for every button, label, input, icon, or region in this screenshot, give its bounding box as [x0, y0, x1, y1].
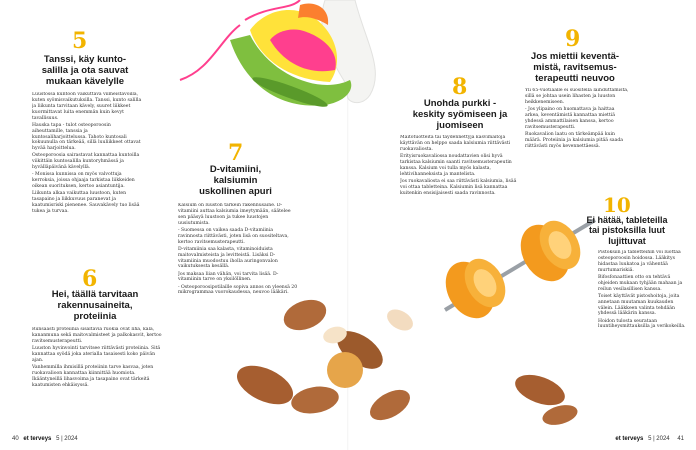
section-5-body	[32, 92, 142, 262]
section-5-heading-line: Tanssi, käy kunto-	[43, 54, 127, 65]
body-paragraph: Luustossa kuntoon vaikuttava viimeistavoilla, kuten syömisvaikutuksilla. Tanssi, kunto salilla ja liikunta tarvitaan kävely, suuret liikkeet kuormittavat luita enemmän kuin kevyt tavallisuus.	[32, 92, 142, 121]
body-paragraph: Jos ruokavaliosta ei saa riittävästi kalsiumia, lisää voi ottaa tabletteina. Kalsiumin lisä kannattaa kuitenkin ensisijaisesti saada ravinnosta.	[400, 178, 517, 196]
section-9-body	[525, 88, 630, 190]
magazine-name-left: et terveys	[23, 436, 52, 442]
page-number-right: 41	[677, 436, 684, 442]
body-paragraph: Erityisruokavaliossa noudattavien olisi hyvä tarkistaa kalsiumin saanti ravitsemusterapeutin kanssa. Kalsium voi tulla myös kalasta, lehtivihanneksista ja mantelista.	[400, 153, 512, 177]
section-8-body	[400, 135, 520, 215]
section-5-heading	[20, 55, 150, 88]
section-7-heading-line: uskollinen apuri	[199, 185, 272, 197]
section-6-heading-line: proteiinia	[73, 310, 117, 322]
section-8-number: 8	[452, 74, 468, 100]
body-paragraph: Liikunta alkaa vaikuttaa luustoon, kuten tasapaino ja liikkuvuus paranevat ja kaatumisriski pienenee. Sauvakävely tuo lisää tukea ja turvaa.	[32, 191, 140, 214]
section-9-number: 9	[565, 26, 581, 52]
sneaker-illustration	[150, 0, 390, 125]
section-8-heading	[400, 99, 520, 132]
section-10-body	[598, 250, 686, 405]
section-8-heading-line: Unohda purkki -	[423, 98, 497, 109]
almond-7	[540, 402, 579, 429]
body-paragraph: Toiset käyttävät pistoshoitoja, joita annetaan muutaman kuukauden välein. Lääkkeen valinta tehdään yhdessä lääkärin kanssa.	[598, 293, 680, 317]
section-7-heading-line: kalsiumin	[213, 174, 258, 186]
folio-left	[12, 436, 78, 442]
body-paragraph: Runsaasti proteiinia sisältäviä ruokia ovat liha, kala, kananmuna sekä maitovalmisteet ja palkokasvit, kertoo ravitsemusterapeutti.	[32, 327, 162, 344]
section-9-heading-line: Jos miettii keventä-	[530, 51, 620, 62]
section-5-heading-line: mukaan kävelylle	[45, 75, 125, 87]
body-paragraph: Pistoksiin ja tabletteihin voi luottaa osteoporoosin hoidossa. Lääkitys hidastaa luukatoa ja vähentää murtumariskiä.	[598, 250, 681, 273]
peach	[327, 352, 363, 388]
body-paragraph: Bifosfonaattien otto on tehtävä ohjeiden mukaan tyhjään mahaan ja reilun vesilasillisen kanssa.	[598, 274, 683, 292]
almonds-right-illustration	[505, 360, 585, 430]
body-paragraph: - Osteoporoosipotilaille sopiva annos on yleensä 20 mikrogrammaa vuorokaudessa, neuvoo lääkäri.	[178, 284, 298, 296]
body-paragraph: Maitotuotteita tai täydennettyjä kasvimaitoja käyttävän on helppo saada kalsiumia riittävästi ruokavaliosta.	[400, 135, 511, 152]
issue-left: 5 | 2024	[56, 436, 78, 442]
body-paragraph: Vanhemmilla ihmisillä proteiinin tarve kasvaa, joten ruokavalioon kannattaa kiinnittää huomiota. Ikääntyneillä lihasvoima ja tasapaino ovat tärkeitä kaatumisten ehkäisyssä.	[32, 364, 154, 388]
section-7-heading-line: D-vitamiini,	[209, 164, 262, 175]
body-paragraph: Luuston hyvinvointi tarvitsee riittävästi proteiinia. Sitä kannattaa syödä joka aterialla tasaisesti koko päivän ajan.	[32, 345, 161, 363]
body-paragraph: Hauska tapa - tulot osteoporoosin aiheuttamille, tanssia ja kuntosaliharjoittelussa. Tahoto kuntosali kokuunulla on tärkeää, sillä luuliikkeet ottavat hyvää harjoittelua.	[32, 122, 141, 152]
orange-weight-left	[436, 251, 514, 326]
almond-2	[231, 358, 299, 412]
section-5-heading-line: salilla ja ota sauvat	[41, 64, 129, 76]
almond-5	[365, 384, 415, 427]
section-10-heading-line: Ei hätää, tableteilla	[586, 215, 668, 225]
almond-blanched	[383, 305, 416, 335]
folio-right	[612, 436, 684, 442]
section-8-heading-line: keskity syömiseen ja	[412, 108, 508, 120]
body-paragraph: Osteoporoosia sairastavat kannattaa kuntoilla viikittäin kuntosalilla kuntoryhmässä ja hyvälläpäivänä kävelyllä.	[32, 153, 140, 171]
section-7-body	[178, 203, 298, 343]
section-10-heading-line: lujittuvat	[608, 235, 646, 246]
section-7-number: 7	[228, 140, 244, 166]
almond-6	[511, 369, 569, 411]
section-8-heading-line: juomiseen	[436, 119, 484, 131]
section-9-heading	[520, 52, 630, 85]
section-9-heading-line: mistä, ravitsemus-	[533, 61, 617, 73]
body-paragraph: D-vitamiinia saa kalasta, vitaminoiduista maitovalmisteista ja levitteistä. Lisäksi D-vitamiinia muodostuu iholla auringonvalon vaikutuksesta kesällä.	[178, 246, 278, 270]
section-7-heading	[178, 165, 293, 198]
section-6-heading-line: rakennusaineita,	[57, 299, 133, 311]
section-10-number: 10	[603, 193, 631, 217]
body-paragraph: Kalsium on luuston tärkein rakennusaine. D-vitamiini auttaa kalsiumia imeytymään, säätelee sen pääsyä luustoon ja tukee luustojen uusiutumista.	[178, 203, 291, 226]
section-10-heading-line: tai pistoksilla luut	[588, 225, 665, 236]
section-6-body	[32, 327, 162, 417]
body-paragraph: - Suomessa on vaikea saada D-vitamiinia ravinnosta riittävästi, joten lisä on suositeltava, kertoo ravitsemusterapeutti.	[178, 227, 289, 245]
section-6-heading	[20, 290, 170, 323]
body-paragraph: - Jos ylipaino on huomattava ja haittaa arkea, keventämistä kannattaa miettiä yhdessä ammattilaisen kanssa, kertoo ravitsemusterapeutti.	[525, 106, 615, 130]
body-paragraph: Yli 65-vuotiaalle ei suositella laihduttamista, sillä se johtaa usein lihasten ja luuston heikkenemiseen.	[525, 88, 629, 105]
issue-right: 5 | 2024	[648, 436, 670, 442]
section-9-heading-line: terapeutti neuvoo	[535, 72, 615, 84]
almond-3	[289, 383, 341, 417]
section-5-number: 5	[72, 28, 88, 54]
body-paragraph: Jos maksaa liian vähän, voi tarvita lisää. D-vitamiinin tarve on yksilöllinen.	[178, 271, 279, 283]
section-6-number: 6	[82, 266, 98, 292]
body-paragraph: - Monissa kunnissa on myös valvottuja kerroksia, joissa ohjaaja tarkistaa liikkeiden oikean suorituksen, kertoo asiantuntija.	[32, 172, 135, 190]
magazine-name-right: et terveys	[615, 436, 644, 442]
body-paragraph: Ruokavalion laatu on tärkeämpää kuin määrä. Proteiinia ja kalsiumia pitää saada riittävästi myös kevennettäessä.	[525, 131, 624, 149]
section-10-heading	[572, 215, 682, 246]
body-paragraph: Hoidon tulosta seurataan luuntiheysmittauksilla ja verikokeilla.	[598, 318, 686, 330]
page-number-left: 40	[12, 436, 19, 442]
section-6-heading-line: Hei, täällä tarvitaan	[51, 289, 139, 300]
